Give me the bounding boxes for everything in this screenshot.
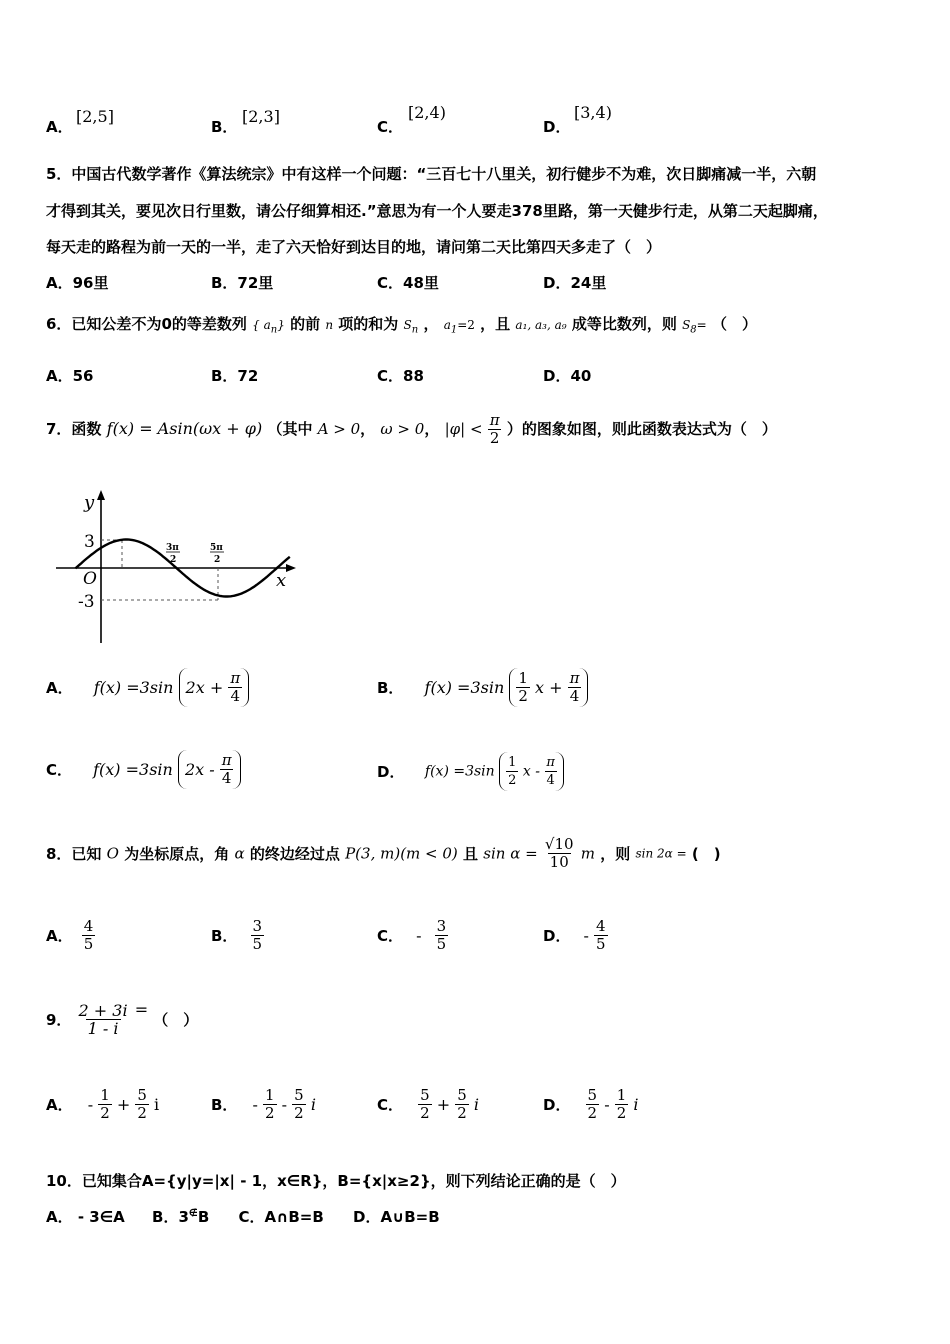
q6-text-1: 6．已知公差不为0的等差数列 xyxy=(46,315,247,333)
q7-option-d-coef: x - xyxy=(522,763,540,780)
q10-option-b-post: B xyxy=(197,1208,210,1226)
q9-option-c-f1 xyxy=(418,1087,432,1122)
q5-line-1: 5．中国古代数学著作《算法统宗》中有这样一个问题：“三百七十八里关，初行健步不为难，次日脚痛减一半，六朝 xyxy=(46,165,817,183)
q6-terms: a₁, a₃, a₉ xyxy=(515,318,567,332)
q8-option-d xyxy=(543,918,608,953)
q9-eq: = xyxy=(134,1000,149,1019)
q6-a1 xyxy=(443,318,475,336)
q9-option-d-i: i xyxy=(633,1095,639,1114)
q6-seq-close: } xyxy=(277,318,285,332)
q9-option-d xyxy=(543,1087,638,1122)
q7-option-a-num: π xyxy=(230,669,241,687)
q9-option-d-f1 xyxy=(586,1087,600,1122)
q8-m: m xyxy=(580,844,596,863)
q6-n: n xyxy=(325,318,334,332)
q8-option-d-num: 4 xyxy=(596,917,606,935)
q8-text-2: 为坐标原点，角 xyxy=(124,845,230,863)
q8-text-1: 8．已知 xyxy=(46,845,102,863)
q7-option-d-cnum: 1 xyxy=(508,755,517,770)
q6-seq-sub: n xyxy=(270,324,278,336)
q6-s8-s: S xyxy=(682,318,691,332)
q6-a1-eq: =2 xyxy=(457,318,475,332)
q7-option-a-label: A． xyxy=(46,679,73,697)
q6-stem xyxy=(46,313,757,335)
q6-s8-eq: = xyxy=(696,318,707,332)
q4-option-b-label: B． xyxy=(211,118,238,136)
q9-option-d-op: - xyxy=(604,1095,610,1114)
q7-option-b-cnum: 1 xyxy=(518,669,528,687)
q8-option-d-frac xyxy=(594,918,608,953)
q7-cond-phi: |φ| < xyxy=(444,420,483,438)
q7-option-c-coef: 2x - xyxy=(184,760,215,779)
q7-option-a-paren xyxy=(179,668,250,707)
q4-option-c-value: [2,4) xyxy=(408,103,446,122)
q6-a1-a: a xyxy=(443,318,451,332)
q6-seq-a: { a xyxy=(252,318,271,332)
graph-neg-tick: -3 xyxy=(78,592,95,612)
q8-option-b-label: B． xyxy=(211,927,238,945)
q8-option-d-den: 5 xyxy=(596,935,606,953)
q8-option-d-sign: - xyxy=(583,926,589,945)
q9-option-b-i: i xyxy=(310,1095,316,1114)
q5-line-3: 每天走的路程为前一天的一半，走了六天恰好到达目的地，请问第二天比第四天多走了（ ） xyxy=(46,238,662,256)
q9-option-a xyxy=(46,1087,159,1122)
q8-option-b-frac xyxy=(251,918,265,953)
q9-option-a-n1: 1 xyxy=(100,1086,110,1104)
graph-tick-5pi-num: 5π xyxy=(210,543,223,553)
q9-option-a-f2 xyxy=(135,1087,149,1122)
q7-option-d xyxy=(377,752,564,791)
q7-option-d-num: π xyxy=(546,755,555,770)
q10-option-b-symbol: ∉ xyxy=(188,1208,198,1219)
q9-option-d-d1: 2 xyxy=(587,1104,598,1122)
q7-option-d-frac xyxy=(544,754,557,789)
q5-option-c: C．48里 xyxy=(377,274,439,292)
q6-text-5: ，且 xyxy=(480,315,511,333)
q6-option-c: C．88 xyxy=(377,367,424,385)
graph-y-label: y xyxy=(84,492,95,513)
q8-text-4: 且 xyxy=(463,845,479,863)
q8-option-b xyxy=(211,918,264,953)
q7-function: f(x) = Asin(ωx + φ) xyxy=(106,419,263,438)
graph-x-label: x xyxy=(276,570,287,591)
q10-stem: 10．已知集合A={y|y=|x| - 1，x∈R}，B={x|x≥2}，则下列结论正确的是（ ） xyxy=(46,1172,626,1190)
q9-option-b-label: B． xyxy=(211,1096,238,1114)
graph-y-arrow xyxy=(97,490,105,500)
q10-options xyxy=(46,1206,440,1227)
q9-label: 9． xyxy=(46,1011,72,1029)
q8-text-5: ，则 xyxy=(600,845,631,863)
q7-option-c-lhs: f(x) =3sin xyxy=(93,760,173,779)
q7-option-c-frac xyxy=(220,752,234,787)
q7-option-b-cden: 2 xyxy=(518,687,528,705)
q9-option-a-label: A． xyxy=(46,1096,73,1114)
graph-x-arrow xyxy=(286,564,296,572)
q8-option-a-label: A． xyxy=(46,927,73,945)
q7-option-d-label: D． xyxy=(377,763,405,781)
q7-option-c-den: 4 xyxy=(221,769,232,787)
q10-option-b xyxy=(152,1208,209,1226)
q6-option-d: D．40 xyxy=(543,367,592,385)
q9-option-d-f2 xyxy=(615,1087,629,1122)
q9-option-d-d2: 2 xyxy=(616,1104,627,1122)
q6-text-3: 项的和为 xyxy=(338,315,399,333)
q6-option-a: A．56 xyxy=(46,367,94,385)
q8-origin: O xyxy=(106,844,119,863)
q7-option-b-num: π xyxy=(569,669,580,687)
q7-option-b xyxy=(377,668,588,707)
q9-frac xyxy=(77,1002,130,1037)
q9-option-c-i: i xyxy=(473,1095,480,1114)
q7-option-c-paren xyxy=(178,750,241,789)
q9-option-b-op: - xyxy=(281,1095,288,1114)
q7-option-b-den: 4 xyxy=(569,687,580,705)
q9-option-a-f1 xyxy=(98,1087,112,1122)
q10-option-a: A． - 3∈A xyxy=(46,1208,125,1226)
q4-option-a-value: [2,5] xyxy=(76,107,114,126)
q6-option-b: B．72 xyxy=(211,367,259,385)
q5-option-a: A．96里 xyxy=(46,274,109,292)
q7-sine-graph xyxy=(50,488,300,648)
q10-option-d: D．A∪B=B xyxy=(353,1208,440,1226)
q9-option-d-n1: 5 xyxy=(587,1086,598,1104)
q9-option-c-n2: 5 xyxy=(457,1086,467,1104)
q9-option-b-n2: 5 xyxy=(294,1086,304,1104)
q9-option-c-op: + xyxy=(436,1095,451,1114)
q8-text-3: 的终边经过点 xyxy=(249,845,340,863)
graph-tick-3pi-den: 2 xyxy=(170,555,177,565)
graph-pos-tick: 3 xyxy=(84,532,95,552)
q8-sin-num: √10 xyxy=(544,835,574,853)
q8-option-c-num: 3 xyxy=(436,917,447,935)
q7-cond-a: A > 0 xyxy=(317,420,361,438)
q7-option-d-lhs: f(x) =3sin xyxy=(424,763,495,780)
q9-option-b-n1: 1 xyxy=(265,1086,275,1104)
q9-paren: （ ） xyxy=(153,1011,199,1029)
q7-cond-omega: ω > 0 xyxy=(380,420,425,438)
q8-sin-lhs: sin α = xyxy=(483,844,538,863)
graph-origin-label: O xyxy=(83,569,97,589)
q8-option-a xyxy=(46,918,95,953)
q9-option-c-label: C． xyxy=(377,1096,404,1114)
q7-text-2: （其中 xyxy=(267,420,313,438)
q5-line-2: 才得到其关，要见次日行里数，请公仔细算相还.”意思为有一个人要走378里路，第一天健步行走，从第二天起脚痛， xyxy=(46,202,828,220)
q4-option-d-label: D． xyxy=(543,118,571,136)
q9-option-a-n2: 5 xyxy=(137,1086,147,1104)
q9-option-c xyxy=(377,1087,479,1122)
q5-option-b: B．72里 xyxy=(211,274,274,292)
q7-option-b-coef: x + xyxy=(535,678,563,697)
q9-option-a-sign: - xyxy=(87,1095,94,1114)
q9-option-b-sign: - xyxy=(252,1095,258,1114)
q8-stem xyxy=(46,836,721,871)
q4-option-d-value: [3,4) xyxy=(574,103,612,122)
q7-option-a-coef: 2x + xyxy=(185,678,224,697)
q6-text-7: （ ） xyxy=(711,315,757,333)
q8-option-b-den: 5 xyxy=(252,935,263,953)
q7-option-c-label: C． xyxy=(46,761,73,779)
q8-alpha: α xyxy=(234,844,245,863)
q4-option-c-label: C． xyxy=(377,118,404,136)
q9-option-c-n1: 5 xyxy=(420,1086,430,1104)
q8-option-b-num: 3 xyxy=(252,917,263,935)
q7-text-1: 7．函数 xyxy=(46,420,102,438)
q7-option-b-lhs: f(x) =3sin xyxy=(424,678,505,697)
q7-option-b-paren xyxy=(509,668,588,707)
q8-sin-den: 10 xyxy=(549,853,569,871)
q8-option-c-label: C． xyxy=(377,927,404,945)
q7-option-a-frac xyxy=(228,670,242,705)
q7-option-d-den: 4 xyxy=(546,773,555,788)
q7-pi: π xyxy=(489,411,500,429)
q4-option-a-label: A． xyxy=(46,118,73,136)
q7-option-d-coef-frac xyxy=(506,754,518,789)
q7-sep-2: ， xyxy=(424,420,440,438)
q8-sin2a: sin 2α = xyxy=(635,846,687,861)
q7-option-c xyxy=(46,750,241,789)
q9-den: 1 - i xyxy=(87,1019,119,1038)
q9-option-c-d1: 2 xyxy=(420,1104,430,1122)
q6-s: S xyxy=(403,318,412,332)
q8-option-a-frac xyxy=(82,918,96,953)
q4-option-b-value: [2,3] xyxy=(242,107,280,126)
q9-option-d-n2: 1 xyxy=(616,1086,627,1104)
q10-option-c: C．A∩B=B xyxy=(238,1208,324,1226)
q8-option-c-sign: - xyxy=(416,926,422,945)
q6-text-6: 成等比数列，则 xyxy=(571,315,677,333)
q8-option-a-num: 4 xyxy=(83,917,94,935)
q9-option-b-f2 xyxy=(292,1087,306,1122)
q7-text-3: ）的图象如图，则此函数表达式为（ ） xyxy=(506,420,777,438)
q8-option-d-label: D． xyxy=(543,927,571,945)
q9-option-a-i: i xyxy=(153,1095,160,1114)
q9-option-c-d2: 2 xyxy=(457,1104,467,1122)
q7-pi-over-2 xyxy=(488,412,502,447)
q6-sequence xyxy=(252,318,285,336)
q8-sin-frac xyxy=(543,836,576,871)
q9-option-d-label: D． xyxy=(543,1096,571,1114)
q9-stem xyxy=(46,1002,198,1037)
q6-a1-sub: 1 xyxy=(450,324,458,336)
q9-option-c-f2 xyxy=(455,1087,469,1122)
q8-point: P(3, m)(m < 0) xyxy=(345,844,458,863)
q7-sep-1: ， xyxy=(360,420,376,438)
q8-option-c-frac xyxy=(435,918,449,953)
q7-option-d-paren xyxy=(499,752,564,791)
q7-option-d-cden: 2 xyxy=(508,773,517,788)
q7-option-a-den: 4 xyxy=(230,687,241,705)
q8-text-6: ( ) xyxy=(691,845,721,863)
graph-tick-5pi-den: 2 xyxy=(214,555,221,565)
q9-num: 2 + 3i xyxy=(78,1001,128,1020)
q8-option-a-den: 5 xyxy=(83,935,94,953)
q7-option-a xyxy=(46,668,249,707)
q9-option-a-op: + xyxy=(116,1095,131,1114)
q6-text-2: 的前 xyxy=(290,315,321,333)
q7-option-b-coef-frac xyxy=(516,670,530,705)
q10-option-b-pre: B．3 xyxy=(152,1208,189,1226)
q9-option-b-f1 xyxy=(263,1087,277,1122)
q7-option-c-num: π xyxy=(221,751,232,769)
q9-option-b-d1: 2 xyxy=(265,1104,275,1122)
q6-s-sub: n xyxy=(411,324,419,336)
q9-option-a-d2: 2 xyxy=(137,1104,147,1122)
graph-tick-3pi-num: 3π xyxy=(166,543,179,553)
q8-option-c-den: 5 xyxy=(436,935,447,953)
q6-sn xyxy=(403,318,419,336)
q5-option-d: D．24里 xyxy=(543,274,607,292)
q9-option-a-d1: 2 xyxy=(100,1104,110,1122)
q9-option-b xyxy=(211,1087,316,1122)
q7-stem xyxy=(46,412,777,447)
q6-s8 xyxy=(682,318,707,336)
q6-text-4: ， xyxy=(423,315,439,333)
q7-two: 2 xyxy=(489,429,500,447)
q7-option-b-frac xyxy=(568,670,582,705)
q7-option-a-lhs: f(x) =3sin xyxy=(93,678,174,697)
q6-s8-sub: 8 xyxy=(690,324,697,336)
q7-option-b-label: B． xyxy=(377,679,404,697)
q8-option-c xyxy=(377,918,448,953)
q9-option-b-d2: 2 xyxy=(294,1104,304,1122)
